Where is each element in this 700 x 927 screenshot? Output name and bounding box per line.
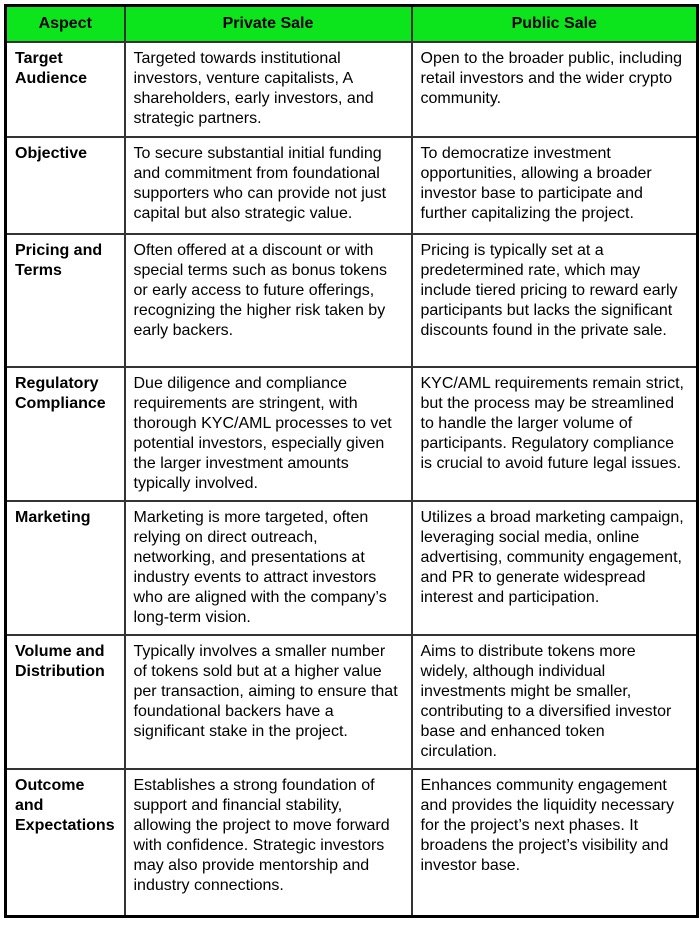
- table-row-pricing-and-terms: [6, 234, 698, 367]
- table-row-regulatory-compliance: [6, 367, 698, 501]
- row-label-outcome-and-expectations: Outcome and Expectations: [6, 769, 125, 917]
- row-label-volume-and-distribution: Volume and Distribution: [6, 635, 125, 769]
- cell-private-volume-and-distribution: Typically involves a smaller number of tokens sold but at a higher value per transaction, aiming to ensure that foundational backers have a significant stake in the project.: [125, 635, 412, 769]
- column-header-private-sale: Private Sale: [125, 6, 412, 42]
- row-label-marketing: Marketing: [6, 501, 125, 635]
- cell-public-objective: To democratize investment opportunities, allowing a broader investor base to participate and further capitalizing the project.: [412, 137, 698, 234]
- cell-public-target-audience: Open to the broader public, including retail investors and the wider crypto community.: [412, 42, 698, 137]
- cell-public-marketing: Utilizes a broad marketing campaign, leveraging social media, online advertising, community engagement, and PR to generate widespread interest and participation.: [412, 501, 698, 635]
- row-label-target-audience: Target Audience: [6, 42, 125, 137]
- column-header-public-sale: Public Sale: [412, 6, 698, 42]
- cell-public-outcome-and-expectations: Enhances community engagement and provides the liquidity necessary for the project’s next phases. It broadens the project’s visibility and investor base.: [412, 769, 698, 917]
- row-label-regulatory-compliance: Regulatory Compliance: [6, 367, 125, 501]
- table-row-volume-and-distribution: [6, 635, 698, 769]
- table-row-marketing: [6, 501, 698, 635]
- cell-private-pricing-and-terms: Often offered at a discount or with special terms such as bonus tokens or early access to future offerings, recognizing the higher risk taken by early backers.: [125, 234, 412, 367]
- cell-private-target-audience: Targeted towards institutional investors, venture capitalists, A shareholders, early investors, and strategic partners.: [125, 42, 412, 137]
- comparison-table: [4, 4, 699, 918]
- table-row-target-audience: [6, 42, 698, 137]
- cell-public-regulatory-compliance: KYC/AML requirements remain strict, but the process may be streamlined to handle the larger volume of participants. Regulatory compliance is crucial to avoid future legal issues.: [412, 367, 698, 501]
- cell-private-regulatory-compliance: Due diligence and compliance requirements are stringent, with thorough KYC/AML processes to vet potential investors, especially given the larger investment amounts typically involved.: [125, 367, 412, 501]
- header-row: [6, 6, 698, 42]
- table-row-objective: [6, 137, 698, 234]
- column-header-aspect: Aspect: [6, 6, 125, 42]
- cell-private-marketing: Marketing is more targeted, often relying on direct outreach, networking, and presentations at industry events to attract investors who are aligned with the company’s long-term vision.: [125, 501, 412, 635]
- cell-private-objective: To secure substantial initial funding and commitment from foundational supporters who can provide not just capital but also strategic value.: [125, 137, 412, 234]
- table-row-outcome-and-expectations: [6, 769, 698, 917]
- row-label-pricing-and-terms: Pricing and Terms: [6, 234, 125, 367]
- cell-private-outcome-and-expectations: Establishes a strong foundation of support and financial stability, allowing the project to move forward with confidence. Strategic investors may also provide mentorship and industry connections.: [125, 769, 412, 917]
- cell-public-volume-and-distribution: Aims to distribute tokens more widely, although individual investments might be smaller, contributing to a diversified investor base and enhanced token circulation.: [412, 635, 698, 769]
- cell-public-pricing-and-terms: Pricing is typically set at a predetermined rate, which may include tiered pricing to reward early participants but lacks the significant discounts found in the private sale.: [412, 234, 698, 367]
- row-label-objective: Objective: [6, 137, 125, 234]
